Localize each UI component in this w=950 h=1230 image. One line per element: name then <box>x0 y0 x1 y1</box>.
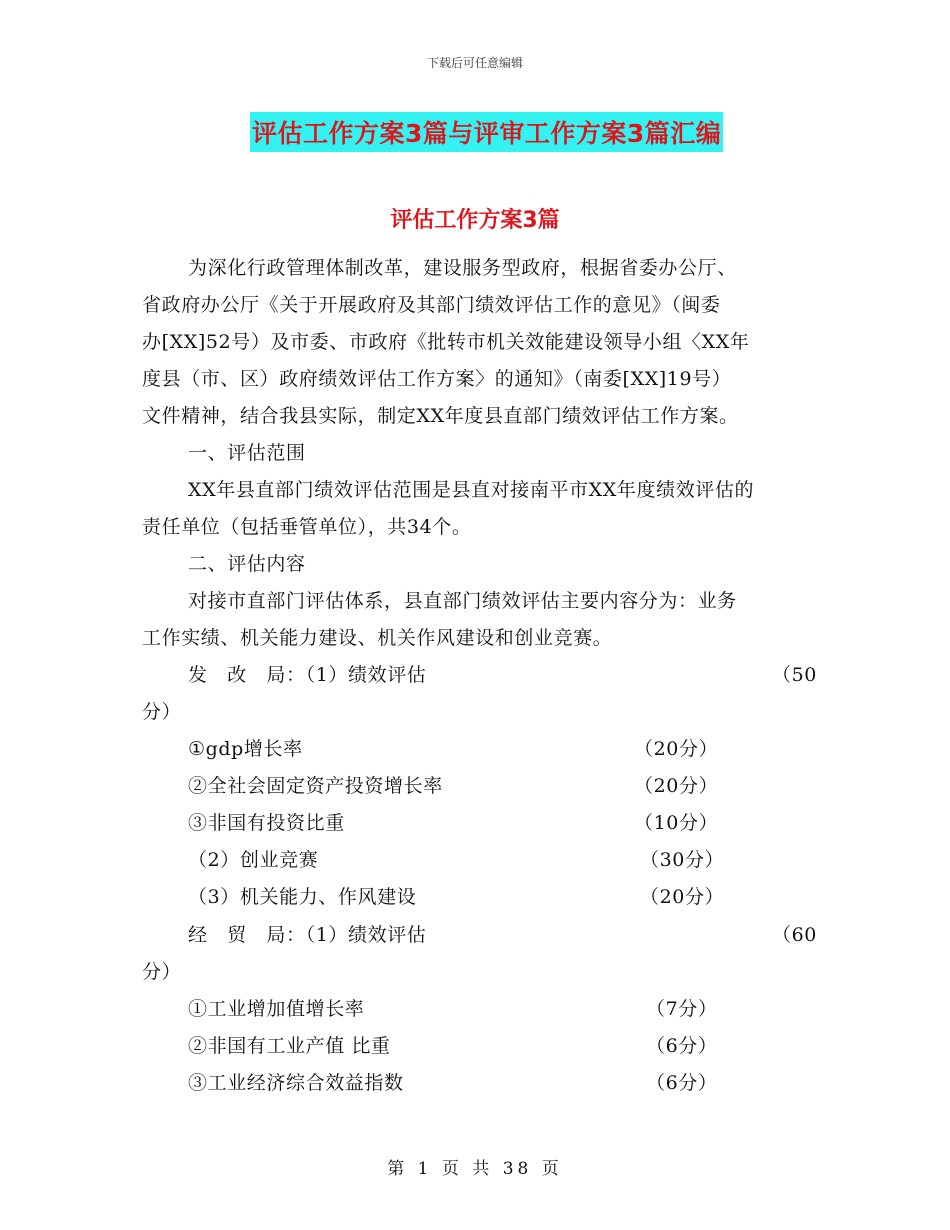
jingmao-item-score: （7分） <box>646 998 718 1020</box>
page-header: 下载后可任意编辑 <box>426 56 523 70</box>
fagai-score: （50 <box>772 664 817 686</box>
jingmao-item-score: （6分） <box>646 1072 718 1094</box>
jingmao-score: （60 <box>772 924 817 946</box>
page-footer: 第 1 页 共 38 页 <box>387 1159 563 1179</box>
fagai-sub-label: （2）创业竞赛 <box>188 849 319 871</box>
section-heading-content: 二、评估内容 <box>188 553 306 575</box>
fagai-sub-label: （3）机关能力、作风建设 <box>188 886 417 908</box>
intro-line-5: 文件精神，结合我县实际，制定XX年度县直部门绩效评估工作方案。 <box>142 405 739 427</box>
fagai-sub-score: （30分） <box>640 849 725 871</box>
fagai-item-label: ②全社会固定资产投资增长率 <box>188 775 443 797</box>
intro-line-1: 为深化行政管理体制改革，建设服务型政府，根据省委办公厅、 <box>188 257 737 279</box>
jingmao-item-score: （6分） <box>646 1035 718 1057</box>
section-title: 评估工作方案3篇 <box>390 208 560 233</box>
document-title: 评估工作方案3篇与评审工作方案3篇汇编 <box>250 112 723 152</box>
fagai-sub-score: （20分） <box>640 886 725 908</box>
fagai-item-label: ③非国有投资比重 <box>188 812 345 834</box>
fagai-item-score: （20分） <box>634 775 719 797</box>
intro-line-2: 省政府办公厅《关于开展政府及其部门绩效评估工作的意见》（闽委 <box>142 294 721 316</box>
scope-line-2: 责任单位（包括垂管单位），共34个。 <box>142 516 472 538</box>
section-heading-scope: 一、评估范围 <box>188 442 306 464</box>
content-line-2: 工作实绩、机关能力建设、机关作风建设和创业竞赛。 <box>142 627 613 649</box>
jingmao-item-label: ①工业增加值增长率 <box>188 998 365 1020</box>
jingmao-item-label: ②非国有工业产值 比重 <box>188 1035 391 1057</box>
jingmao-item-label: ③工业经济综合效益指数 <box>188 1072 404 1094</box>
jingmao-score-unit: 分） <box>142 961 182 983</box>
fagai-item-score: （10分） <box>634 812 719 834</box>
intro-line-3: 办[XX]52号）及市委、市政府《批转市机关效能建设领导小组〈XX年 <box>142 331 750 353</box>
intro-line-4: 度县（市、区）政府绩效评估工作方案〉的通知》（南委[XX]19号） <box>142 368 732 390</box>
fagai-line: 发 改 局：（1）绩效评估 <box>188 664 427 686</box>
fagai-item-label: ①gdp增长率 <box>188 738 303 760</box>
content-line-1: 对接市直部门评估体系，县直部门绩效评估主要内容分为：业务 <box>188 590 737 612</box>
scope-line-1: XX年县直部门绩效评估范围是县直对接南平市XX年度绩效评估的 <box>188 479 755 501</box>
jingmao-line: 经 贸 局：（1）绩效评估 <box>188 924 427 946</box>
fagai-item-score: （20分） <box>634 738 719 760</box>
fagai-score-unit: 分） <box>142 701 182 723</box>
